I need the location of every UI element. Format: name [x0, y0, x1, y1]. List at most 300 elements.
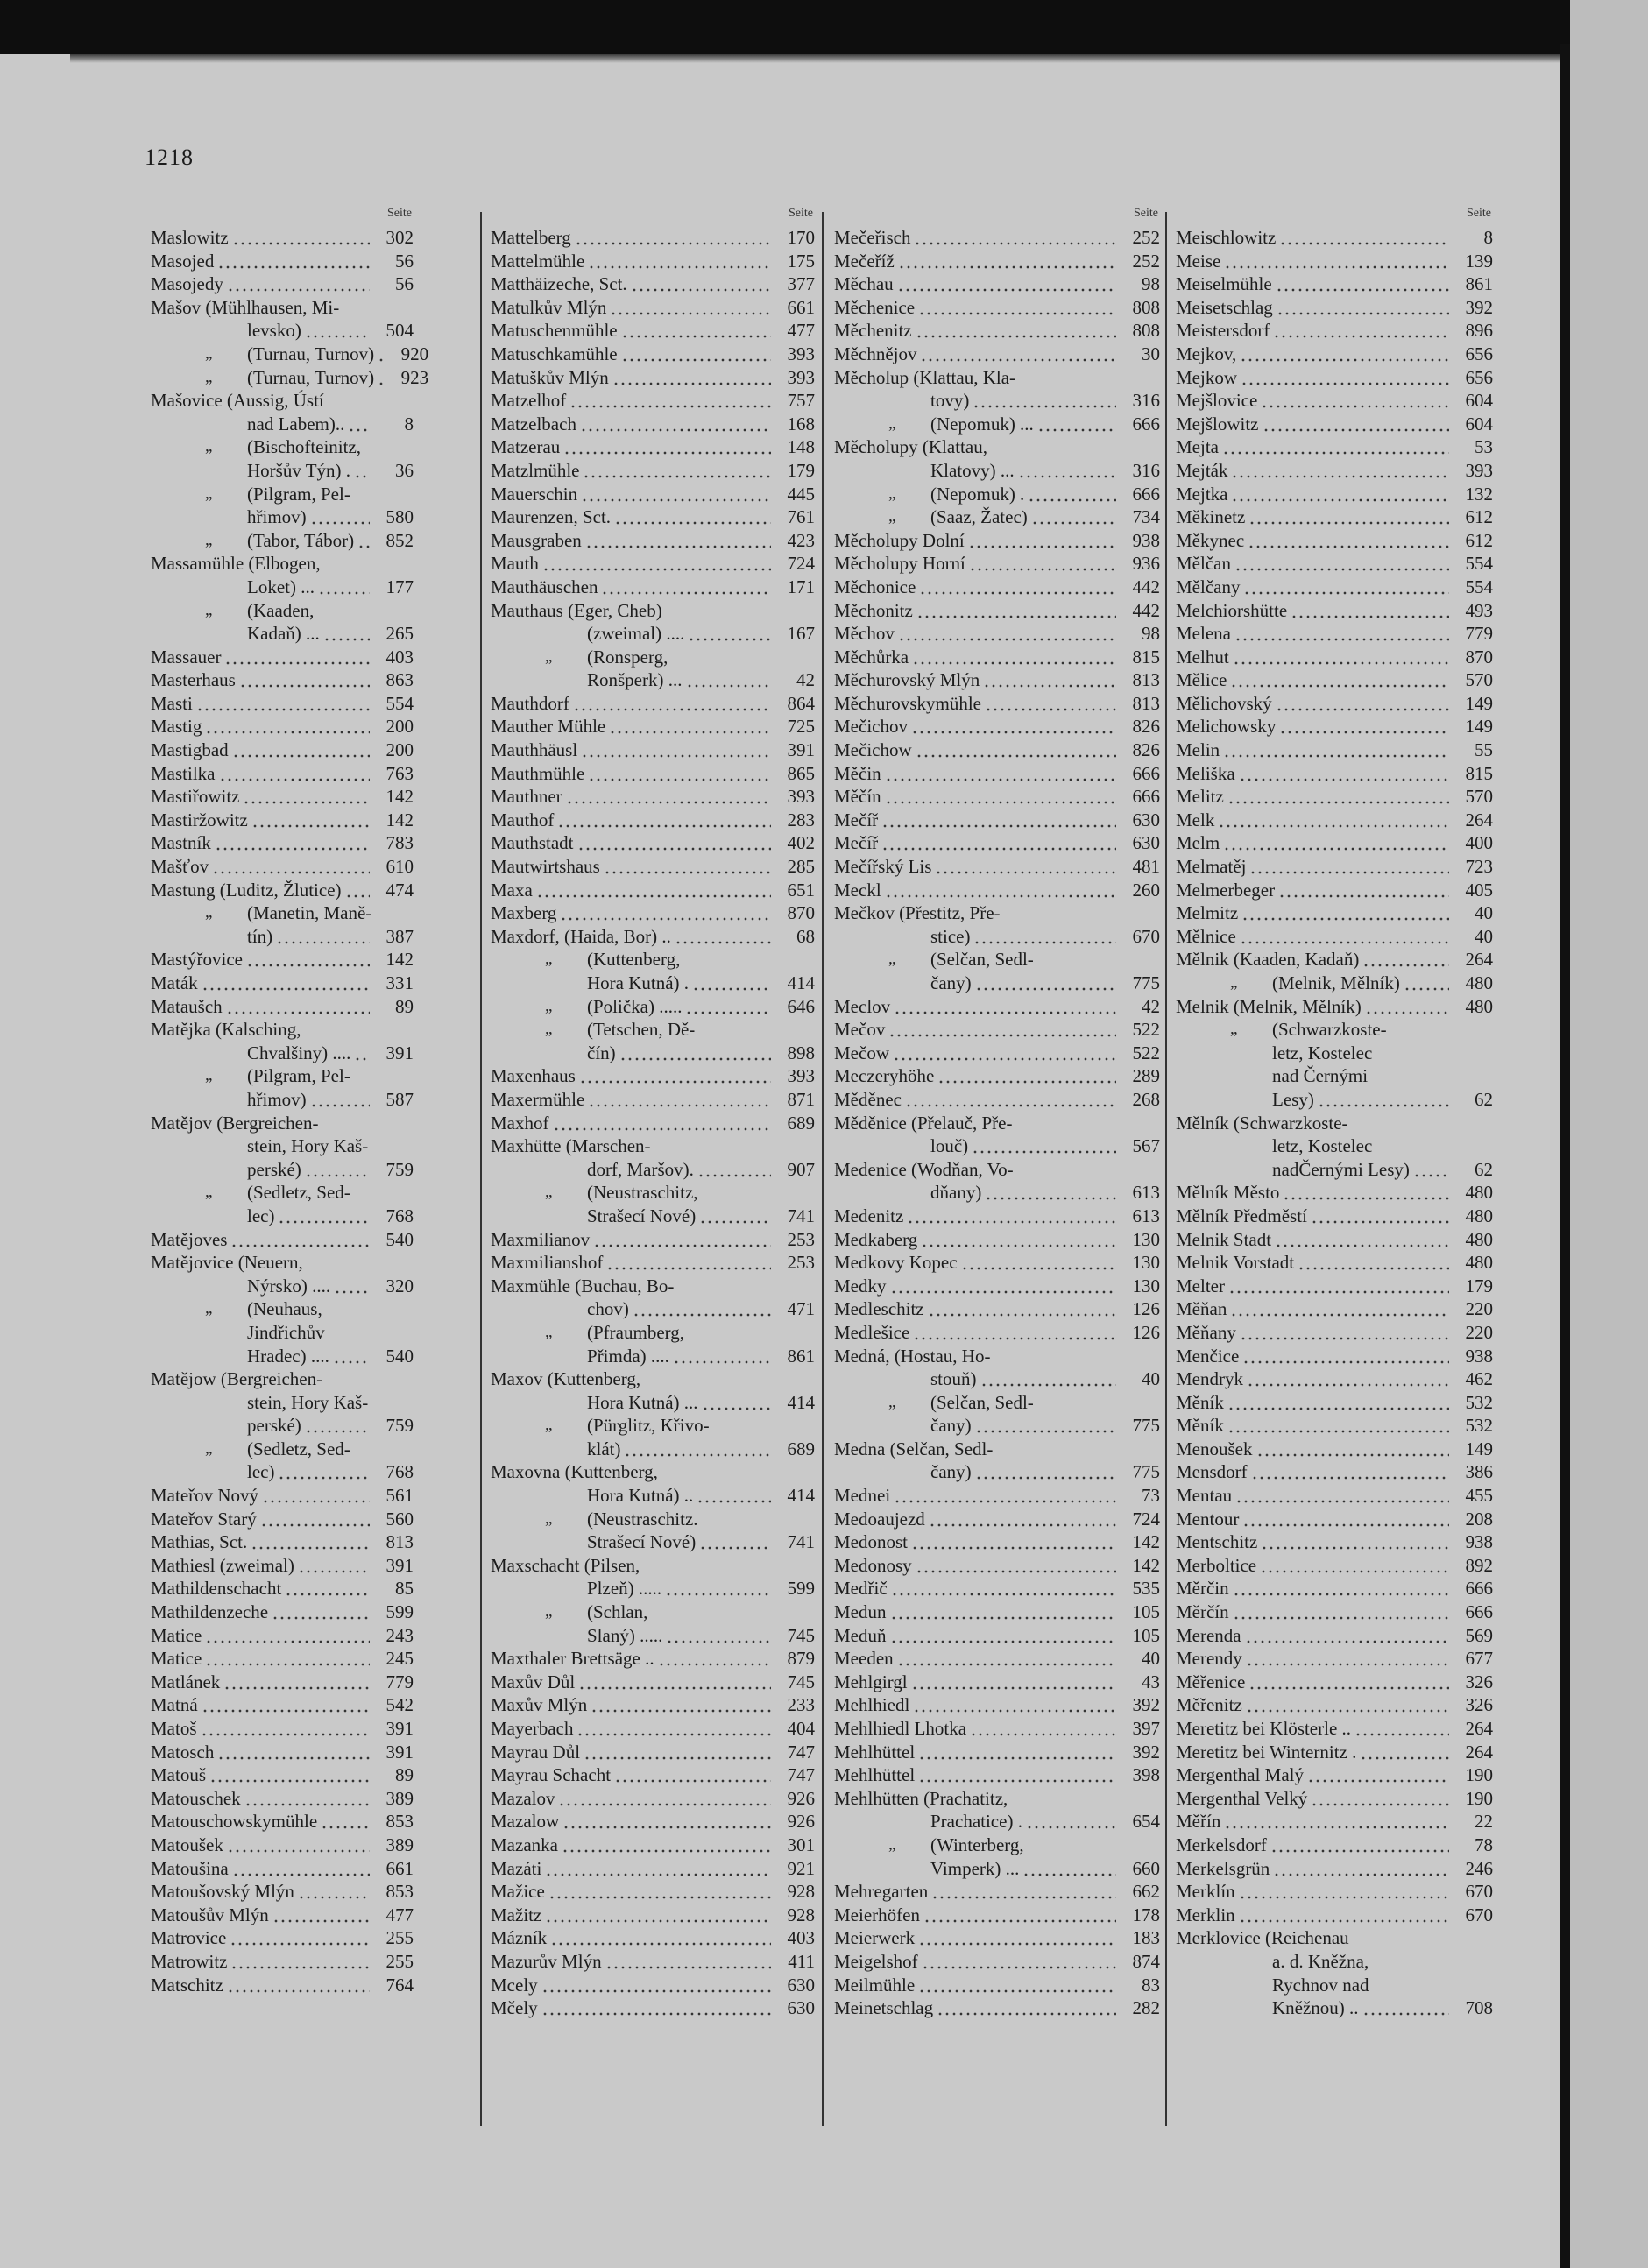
- page-reference: 398: [1132, 1764, 1160, 1786]
- index-entry-continuation: [151, 576, 414, 599]
- dot-leader: [1224, 250, 1449, 273]
- page-reference: [774, 1275, 815, 1298]
- dot-leader: [1240, 1321, 1449, 1345]
- index-entry-ditto: [151, 1064, 414, 1088]
- dot-leader: [226, 995, 370, 1019]
- entry-name: (Kuttenberg,: [587, 949, 681, 971]
- ditto-mark: „: [545, 1602, 553, 1622]
- index-entry-ditto: [491, 1018, 815, 1042]
- entry-name: Mayrau Důl: [491, 1741, 581, 1763]
- entry-name: Maxdorf, (Haida, Bor) ..: [491, 925, 671, 947]
- page-reference: 853: [385, 1811, 414, 1833]
- dot-leader: [1360, 1741, 1449, 1764]
- index-entry: [151, 1367, 414, 1391]
- entry-name: Měřín: [1176, 1811, 1221, 1833]
- ditto-mark: „: [545, 1322, 553, 1341]
- index-entry: [491, 1996, 815, 2020]
- page-reference: 864: [787, 692, 815, 714]
- index-entry: [491, 925, 815, 949]
- entry-name: (Pürglitz, Křivo-: [587, 1415, 710, 1437]
- dot-leader: [230, 1228, 370, 1252]
- entry-name: Mečov: [834, 1019, 886, 1041]
- index-entry: [151, 1624, 414, 1648]
- dot-leader: [1234, 552, 1449, 576]
- ditto-mark: „: [205, 343, 213, 363]
- page-reference: 768: [385, 1205, 414, 1226]
- page-reference: 661: [787, 296, 815, 318]
- index-entry: [491, 1904, 815, 1927]
- index-entry: [151, 1974, 414, 1997]
- dot-leader: [916, 1554, 1116, 1578]
- index-entry: [1176, 715, 1493, 738]
- entry-name: Melter: [1176, 1275, 1225, 1297]
- page-reference: 612: [1465, 529, 1493, 551]
- index-entry-continuation: [151, 1460, 414, 1484]
- entry-name: Mehregarten: [834, 1881, 929, 1903]
- entry-name: Mauthäuschen: [491, 576, 598, 597]
- page-reference: 130: [1132, 1252, 1160, 1274]
- page-reference: 554: [1465, 553, 1493, 575]
- dot-leader: [606, 1251, 771, 1275]
- entry-name: Massauer: [151, 646, 222, 668]
- page-reference: 745: [787, 1624, 815, 1646]
- entry-name: Meigelshof: [834, 1950, 918, 1972]
- entry-name: Rychnov nad: [1272, 1974, 1369, 1996]
- entry-name: Matzerau: [491, 436, 561, 458]
- ditto-mark: „: [888, 413, 896, 433]
- page-reference: 666: [1465, 1578, 1493, 1600]
- entry-name: Merkelsgrün: [1176, 1857, 1270, 1879]
- entry-name: Maxovna (Kuttenberg,: [491, 1461, 658, 1483]
- dot-leader: [1273, 319, 1449, 343]
- index-entry: [1176, 1205, 1493, 1228]
- page-reference: 613: [1132, 1205, 1160, 1226]
- index-entry-ditto: [151, 366, 429, 390]
- index-entry: [491, 1810, 815, 1833]
- index-entry-continuation: [151, 1088, 414, 1112]
- index-entry-continuation: [1176, 1064, 1493, 1088]
- page-reference: [774, 1508, 815, 1531]
- index-entry: [1176, 529, 1493, 553]
- dot-leader: [969, 552, 1116, 576]
- dot-leader: [1008, 1787, 1120, 1811]
- page-reference: [373, 483, 414, 506]
- page-reference: 708: [1465, 1997, 1493, 2019]
- page-reference: 400: [1465, 832, 1493, 854]
- page-reference: 724: [1132, 1508, 1160, 1530]
- entry-name: Horšův Týn) .: [247, 459, 351, 481]
- index-entry-continuation: [151, 1158, 414, 1182]
- dot-leader: [583, 459, 771, 483]
- page-reference: 148: [787, 436, 815, 458]
- page-reference: 393: [787, 366, 815, 388]
- dot-leader: [897, 272, 1116, 296]
- index-entry: [834, 226, 1160, 250]
- entry-name: Slaný) .....: [587, 1624, 663, 1646]
- page-reference: 442: [1132, 599, 1160, 621]
- dot-leader: [227, 1974, 370, 1997]
- index-entry: [1176, 1810, 1493, 1833]
- dot-leader: [1228, 1275, 1449, 1298]
- dot-leader: [558, 1787, 771, 1811]
- index-entry: [491, 366, 815, 390]
- dot-leader: [562, 1833, 771, 1857]
- dot-leader: [1279, 226, 1449, 250]
- page-reference: 130: [1132, 1275, 1160, 1297]
- index-entry: [151, 785, 414, 809]
- index-entry-ditto: [834, 1833, 1160, 1857]
- entry-name: Mělichovský: [1176, 692, 1272, 714]
- index-entry: [151, 552, 414, 576]
- page-reference: 480: [1465, 972, 1493, 993]
- ditto-mark: „: [205, 1299, 213, 1318]
- entry-name: Mathias, Sct.: [151, 1531, 248, 1553]
- page-reference: 130: [1132, 1228, 1160, 1250]
- entry-name: Maxenhaus: [491, 1065, 576, 1087]
- entry-name: stouň): [930, 1368, 977, 1390]
- ditto-mark: „: [205, 1183, 213, 1202]
- index-entry: [834, 738, 1160, 762]
- index-entry-continuation: [834, 1181, 1160, 1205]
- dot-leader: [345, 879, 370, 902]
- entry-name: Mejšlowitz: [1176, 413, 1259, 435]
- index-entry-continuation: [151, 1205, 414, 1228]
- index-entry: [1176, 226, 1493, 250]
- entry-name: Matoušina: [151, 1857, 229, 1879]
- dot-leader: [698, 1508, 774, 1531]
- page-reference: [774, 1414, 815, 1438]
- entry-name: Měchonitz: [834, 599, 913, 621]
- index-entry: [491, 1974, 815, 1997]
- page-reference: 808: [1132, 296, 1160, 318]
- entry-name: Mathildenzeche: [151, 1601, 269, 1623]
- page-reference: [373, 1321, 414, 1345]
- dot-leader: [205, 1647, 370, 1671]
- page-reference: 768: [385, 1461, 414, 1483]
- dot-leader: [907, 1205, 1116, 1228]
- entry-name: Mattelberg: [491, 227, 571, 248]
- index-entry: [1176, 459, 1493, 483]
- index-entry: [834, 901, 1160, 925]
- dot-leader: [1307, 1763, 1449, 1787]
- index-entry: [151, 692, 414, 716]
- index-entry: [834, 1018, 1160, 1042]
- entry-name: Měkinetz: [1176, 506, 1246, 528]
- entry-name: Měchenice: [834, 296, 916, 318]
- dot-leader: [937, 1064, 1116, 1088]
- entry-name: Mašťov: [151, 856, 209, 878]
- index-entry: [834, 343, 1160, 366]
- page-number: 1218: [145, 145, 194, 170]
- dot-leader: [260, 1508, 370, 1531]
- page-reference: [373, 1134, 414, 1158]
- dot-leader: [692, 971, 771, 995]
- page-reference: 480: [1465, 1182, 1493, 1204]
- page-reference: 255: [385, 1927, 414, 1949]
- index-entry-ditto: [834, 413, 1160, 436]
- entry-name: Mauthhäusl: [491, 739, 578, 761]
- entry-name: Melmitz: [1176, 902, 1239, 924]
- dot-leader: [1276, 692, 1449, 716]
- entry-name: Merenda: [1176, 1624, 1241, 1646]
- dot-leader: [1354, 1717, 1449, 1741]
- ditto-mark: „: [545, 1020, 553, 1039]
- page-reference: 725: [787, 716, 815, 738]
- entry-name: (Schwarzkoste-: [1272, 1019, 1387, 1041]
- entry-name: Meclov: [834, 995, 891, 1017]
- page-reference: [1120, 901, 1160, 925]
- entry-name: Mathildenschacht: [151, 1578, 282, 1600]
- entry-name: Mehlhiedl: [834, 1694, 910, 1716]
- index-entry-continuation: [1176, 1996, 1493, 2020]
- entry-name: Matrowitz: [151, 1950, 228, 1972]
- dot-leader: [278, 1205, 370, 1228]
- dot-leader: [324, 389, 373, 413]
- page-reference: [1120, 948, 1160, 971]
- entry-name: Matoušek: [151, 1833, 223, 1855]
- dot-leader: [993, 1438, 1120, 1461]
- index-entry: [834, 1112, 1160, 1135]
- entry-name: (Nepomuk) .: [930, 483, 1025, 505]
- ditto-mark: „: [205, 1066, 213, 1085]
- dot-leader: [885, 785, 1116, 809]
- entry-name: Meinetschlag: [834, 1997, 934, 2019]
- index-entry: [834, 1647, 1160, 1671]
- index-entry: [491, 1367, 815, 1391]
- entry-name: čín): [587, 1042, 616, 1063]
- entry-name: Matzelhof: [491, 390, 567, 412]
- index-entry: [151, 738, 414, 762]
- entry-name: Mělník Město: [1176, 1182, 1280, 1204]
- index-entry: [1176, 435, 1493, 459]
- page-reference: 613: [1132, 1182, 1160, 1204]
- page-reference: 142: [385, 809, 414, 830]
- page-reference: 481: [1132, 856, 1160, 878]
- page-reference: 870: [787, 902, 815, 924]
- index-entry: [151, 1554, 414, 1578]
- page-reference: 928: [787, 1881, 815, 1903]
- dot-leader: [699, 1530, 771, 1554]
- entry-name: Jindřichův: [247, 1321, 325, 1343]
- entry-name: Merendy: [1176, 1648, 1242, 1670]
- entry-name: perské): [247, 1158, 301, 1180]
- entry-name: Mejkow: [1176, 366, 1237, 388]
- entry-name: Matlánek: [151, 1671, 221, 1692]
- index-entry: [834, 762, 1160, 786]
- index-entry: [834, 1904, 1160, 1927]
- index-entry: [151, 1530, 414, 1554]
- index-entry-ditto: [1176, 971, 1493, 995]
- index-entry: [491, 296, 815, 320]
- entry-name: Medonost: [834, 1531, 908, 1553]
- page-reference: 171: [787, 576, 815, 597]
- ditto-mark: „: [888, 1392, 896, 1411]
- dot-leader: [697, 1484, 771, 1508]
- index-entry: [151, 971, 414, 995]
- page-reference: 253: [787, 1252, 815, 1274]
- entry-name: Vimperk) ...: [930, 1857, 1020, 1879]
- page-reference: [373, 1181, 414, 1205]
- entry-name: (Melnik, Mělník): [1272, 972, 1400, 993]
- entry-name: nad Černými: [1272, 1065, 1369, 1087]
- dot-leader: [591, 1693, 771, 1717]
- index-entry: [834, 1530, 1160, 1554]
- index-entry-continuation: [491, 1624, 815, 1648]
- entry-name: Mauther Mühle: [491, 716, 606, 738]
- index-column-1: [151, 207, 429, 1996]
- column-divider: [480, 212, 482, 2126]
- entry-name: Medna (Selčan, Sedl-: [834, 1438, 994, 1459]
- dot-leader: [272, 1904, 370, 1927]
- page-reference: 167: [787, 623, 815, 645]
- dot-leader: [1222, 435, 1449, 459]
- entry-name: Merklín: [1176, 1881, 1235, 1903]
- index-entry: [1176, 785, 1493, 809]
- page-reference: 289: [1132, 1065, 1160, 1087]
- entry-name: čany): [930, 1415, 972, 1437]
- page-reference: 474: [385, 879, 414, 901]
- page-reference: 741: [787, 1205, 815, 1226]
- page-reference: 522: [1132, 1019, 1160, 1041]
- dot-leader: [201, 1717, 371, 1741]
- page-reference: 264: [1465, 809, 1493, 830]
- page-reference: 724: [787, 553, 815, 575]
- page-reference: 813: [385, 1531, 414, 1553]
- dot-leader: [1233, 646, 1449, 669]
- entry-name: lec): [247, 1461, 275, 1483]
- index-entry: [491, 1763, 815, 1787]
- page-reference: 670: [1465, 1904, 1493, 1925]
- page-reference: [774, 1018, 815, 1042]
- page-reference: 200: [385, 739, 414, 761]
- page-reference: [1120, 1787, 1160, 1811]
- index-entry: [491, 1717, 815, 1741]
- index-entry-ditto: [491, 1508, 815, 1531]
- entry-name: hřimov): [247, 506, 307, 528]
- dot-leader: [251, 1530, 370, 1554]
- entry-name: Matuškův Mlýn: [491, 366, 609, 388]
- page-reference: 105: [1132, 1624, 1160, 1646]
- index-entry: [834, 1228, 1160, 1252]
- index-entry: [491, 1275, 815, 1298]
- dot-leader: [1248, 1671, 1449, 1694]
- page-reference: [373, 1367, 414, 1391]
- dot-leader: [601, 576, 771, 599]
- index-entry: [491, 1693, 815, 1717]
- dot-leader: [658, 1647, 771, 1671]
- index-entry-continuation: [834, 1810, 1160, 1833]
- entry-name: (Sedletz, Sed-: [247, 1438, 350, 1459]
- page-reference: 853: [385, 1881, 414, 1903]
- page-reference: 220: [1465, 1321, 1493, 1343]
- dot-leader: [1348, 1112, 1453, 1135]
- dot-leader: [1248, 529, 1449, 553]
- page-reference: [1120, 1438, 1160, 1461]
- dot-leader: [348, 413, 370, 436]
- page-reference: [1453, 1926, 1493, 1950]
- index-entry: [491, 552, 815, 576]
- index-entry: [151, 1763, 414, 1787]
- dot-leader: [557, 809, 771, 832]
- index-entry: [834, 296, 1160, 320]
- page-column-header: Seite: [789, 207, 813, 220]
- ditto-mark: „: [888, 1834, 896, 1854]
- dot-leader: [1239, 1880, 1449, 1904]
- page-reference: [1120, 1833, 1160, 1857]
- entry-name: Mauthaus (Eger, Cheb): [491, 599, 662, 621]
- dot-leader: [1273, 1857, 1449, 1881]
- index-entry: [834, 552, 1160, 576]
- dot-leader: [1318, 1088, 1449, 1112]
- index-entry: [834, 1600, 1160, 1624]
- index-entry: [834, 1880, 1160, 1904]
- index-entry: [1176, 901, 1493, 925]
- page-reference: [774, 1554, 815, 1578]
- dot-leader: [1227, 1414, 1449, 1438]
- dot-leader: [1233, 1600, 1449, 1624]
- entry-name: stice): [930, 925, 971, 947]
- index-entry: [151, 1647, 414, 1671]
- page-reference: 391: [385, 1042, 414, 1063]
- entry-name: nadČernými Lesy): [1272, 1158, 1410, 1180]
- dot-leader: [1224, 1810, 1449, 1833]
- entry-name: (Neuhaus,: [247, 1298, 322, 1320]
- entry-name: Mateřov Nový: [151, 1485, 259, 1507]
- entry-name: levsko): [247, 320, 301, 342]
- page-reference: 175: [787, 250, 815, 272]
- entry-name: Matouschowskymühle: [151, 1811, 318, 1833]
- page-reference: 168: [787, 413, 815, 435]
- index-entry: [491, 831, 815, 855]
- page-reference: [1120, 1391, 1160, 1415]
- entry-name: Mašovice (Aussig, Ústí: [151, 390, 324, 412]
- entry-name: Mastung (Luditz, Žlutice): [151, 879, 342, 901]
- entry-name: Měchůrka: [834, 646, 909, 668]
- entry-name: Mehlhüttel: [834, 1741, 916, 1763]
- dot-leader: [918, 296, 1116, 320]
- index-entry: [491, 855, 815, 879]
- page-reference: 98: [1142, 273, 1160, 295]
- dot-leader: [232, 1857, 370, 1881]
- page-reference: [373, 1297, 414, 1321]
- index-entry: [834, 1205, 1160, 1228]
- entry-name: Masojed: [151, 250, 215, 272]
- dot-leader: [631, 272, 771, 296]
- index-entry-ditto: [491, 948, 815, 971]
- index-entry: [1176, 1857, 1493, 1881]
- dot-leader: [885, 762, 1116, 786]
- index-entry: [834, 272, 1160, 296]
- index-entry: [151, 646, 414, 669]
- entry-name: Maxův Důl: [491, 1671, 576, 1692]
- page-reference: 126: [1132, 1321, 1160, 1343]
- page-reference: 569: [1465, 1624, 1493, 1646]
- page-reference: 252: [1132, 250, 1160, 272]
- dot-leader: [1369, 1950, 1453, 1974]
- dot-leader: [911, 715, 1116, 738]
- entry-name: Medná, (Hostau, Ho-: [834, 1345, 991, 1367]
- index-entry: [1176, 366, 1493, 390]
- dot-leader: [322, 1297, 373, 1321]
- dot-leader: [673, 1345, 771, 1368]
- dot-leader: [624, 1438, 771, 1461]
- dot-leader: [314, 599, 373, 623]
- dot-leader: [1276, 272, 1449, 296]
- dot-leader: [1270, 1833, 1449, 1857]
- page-reference: 604: [1465, 390, 1493, 412]
- index-entry: [1176, 1367, 1493, 1391]
- dot-leader: [1278, 879, 1449, 902]
